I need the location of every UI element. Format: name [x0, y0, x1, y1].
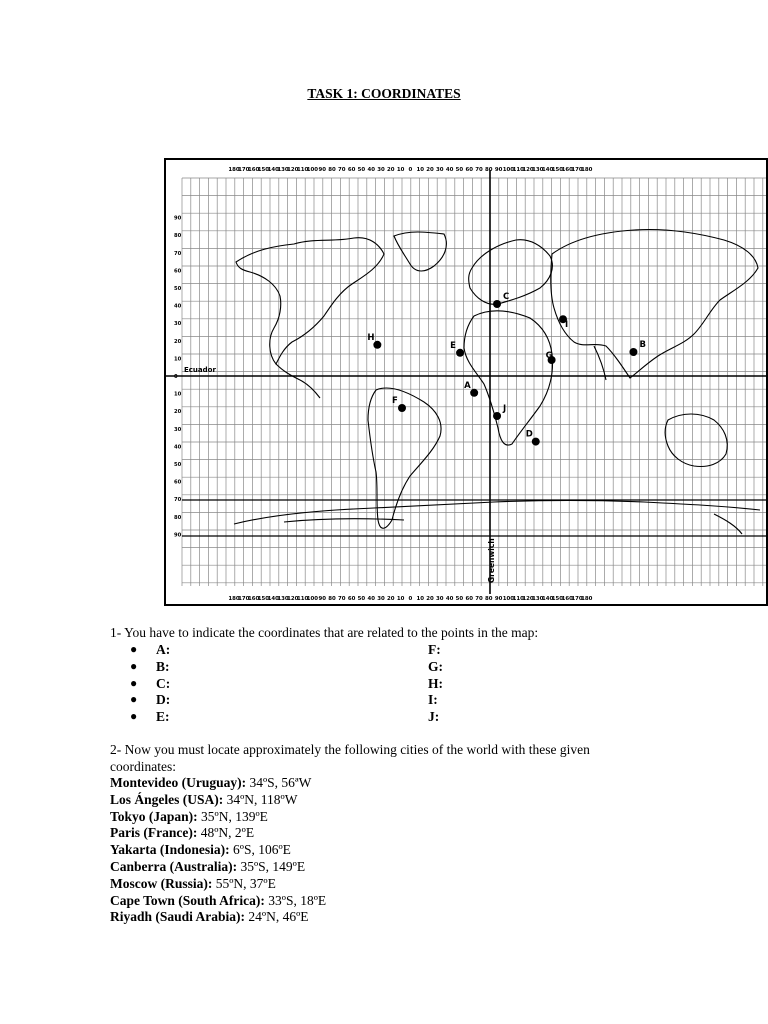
longitude-label: 10 [396, 596, 405, 602]
world-map [164, 158, 768, 606]
longitude-label: 30 [377, 167, 385, 173]
longitude-label: 170 [238, 596, 250, 602]
answer-row [130, 642, 530, 659]
longitude-label: 120 [287, 596, 299, 602]
question-1: 1- You have to indicate the coordinates that are related to the points in the map: [110, 625, 539, 640]
city-item [110, 893, 326, 910]
longitude-label: 90 [494, 596, 503, 602]
map-point-label: B [639, 340, 646, 350]
longitude-label: 110 [296, 167, 309, 173]
longitude-label: 40 [445, 167, 454, 173]
city-coords: 6ºS, 106ºE [229, 842, 291, 858]
latitude-label: 10 [174, 391, 182, 398]
answer-row [130, 709, 530, 726]
longitude-label: 60 [465, 167, 473, 173]
longitude-label: 50 [357, 596, 366, 602]
latitude-label: 0 [174, 374, 178, 380]
longitude-label: 30 [436, 167, 444, 173]
bullet-icon: ● [130, 709, 138, 724]
latitude-label: 30 [174, 426, 182, 433]
city-name: Riyadh (Saudi Arabia): [110, 909, 246, 925]
city-name: Tokyo (Japan): [110, 808, 198, 824]
longitude-label: 70 [475, 596, 483, 602]
latitude-label: 40 [174, 303, 182, 310]
equator-label: Ecuador [184, 366, 216, 374]
latitude-label: 60 [174, 268, 182, 275]
answer-label: D: [156, 692, 171, 708]
question-2: 2- Now you must locate approximately the following cities of the world with these given coordinates: [110, 742, 590, 774]
greenwich-label: Greenwich [487, 538, 496, 583]
longitude-label: 20 [426, 596, 434, 602]
longitude-label: 40 [445, 596, 454, 602]
latitude-label: 50 [174, 286, 182, 292]
longitude-label: 80 [485, 167, 493, 173]
latitude-label: 20 [174, 409, 182, 416]
answer-label: A: [156, 642, 171, 657]
longitude-label: 10 [416, 596, 424, 602]
city-item [110, 909, 326, 926]
map-point-e [456, 349, 464, 357]
map-point-f [398, 404, 406, 412]
longitude-label: 150 [551, 167, 564, 173]
map-point-label: C [503, 292, 510, 302]
longitude-label: 120 [287, 167, 299, 173]
city-name: Moscow (Russia): [110, 875, 213, 891]
latitude-label: 80 [174, 514, 182, 521]
page-title: TASK 1: COORDINATES [307, 86, 461, 101]
longitude-label: 180 [228, 167, 240, 173]
longitude-label: 110 [512, 167, 524, 173]
longitude-label: 120 [522, 167, 534, 173]
longitude-label: 70 [475, 167, 483, 173]
city-name: Paris (France): [110, 825, 198, 841]
longitude-label: 110 [296, 596, 309, 602]
map-point-label: I [565, 320, 569, 331]
map-point-j [493, 412, 501, 420]
bullet-icon: ● [130, 658, 138, 673]
city-coords: 24ºN, 46ºE [245, 909, 309, 925]
longitude-label: 0 [408, 596, 413, 602]
city-item [110, 876, 326, 893]
city-item [110, 809, 326, 826]
world-map-svg [164, 158, 768, 606]
city-item [110, 775, 326, 792]
longitude-label: 50 [357, 167, 366, 173]
latitude-label: 10 [174, 356, 182, 363]
longitude-label: 80 [328, 596, 336, 602]
longitude-label: 160 [561, 167, 573, 173]
longitude-label: 130 [532, 596, 544, 602]
latitude-label: 70 [174, 497, 182, 504]
answer-label: C: [156, 675, 171, 691]
longitude-label: 120 [522, 596, 534, 602]
city-coords: 34ºN, 118ºW [223, 791, 298, 807]
latitude-label: 90 [174, 532, 182, 539]
city-item [110, 792, 326, 809]
city-item [110, 842, 326, 859]
longitude-label: 20 [387, 596, 395, 602]
city-coords: 33ºS, 18ºE [264, 892, 327, 908]
city-coords: 48ºN, 2ºE [197, 825, 255, 841]
longitude-label: 100 [502, 167, 515, 173]
city-coords: 55ºN, 37ºE [212, 875, 276, 891]
latitude-label: 30 [174, 321, 182, 328]
answer-list [130, 642, 530, 726]
map-point-label: F [392, 396, 398, 406]
longitude-label: 90 [318, 596, 326, 602]
longitude-label: 10 [416, 167, 424, 173]
city-name: Yakarta (Indonesia): [110, 842, 230, 858]
latitude-label: 90 [174, 215, 182, 222]
answer-label: E: [156, 709, 170, 725]
longitude-label: 130 [277, 596, 289, 602]
longitude-label: 140 [541, 167, 554, 173]
map-point-label: J [503, 404, 507, 414]
answer-label: G: [428, 658, 443, 674]
longitude-label: 180 [581, 167, 593, 173]
longitude-label: 140 [267, 167, 279, 173]
latitude-label: 60 [174, 479, 182, 486]
longitude-label: 170 [571, 596, 583, 602]
longitude-label: 70 [338, 596, 346, 602]
answer-label: I: [428, 692, 438, 708]
map-point-c [493, 300, 501, 308]
latitude-label: 80 [174, 233, 182, 240]
latitude-label: 40 [174, 444, 182, 451]
longitude-label: 180 [581, 596, 593, 602]
answer-row [130, 659, 530, 676]
longitude-label: 50 [455, 167, 464, 173]
longitude-label: 80 [485, 596, 493, 602]
map-point-label: E [450, 340, 456, 351]
longitude-label: 130 [532, 167, 544, 173]
longitude-label: 140 [541, 596, 554, 602]
map-point-label: H [367, 332, 375, 343]
longitude-label: 150 [257, 167, 270, 173]
longitude-label: 160 [247, 167, 260, 173]
longitude-label: 90 [494, 167, 503, 173]
longitude-label: 180 [228, 596, 240, 602]
longitude-label: 130 [277, 167, 289, 173]
answer-label: B: [156, 658, 170, 674]
longitude-label: 70 [338, 167, 346, 173]
city-coords: 34ºS, 56ªW [246, 775, 312, 790]
city-name: Los Ángeles (USA): [110, 791, 224, 807]
city-item [110, 825, 326, 842]
answer-label: F: [428, 642, 441, 657]
longitude-label: 150 [551, 596, 564, 602]
answer-label: H: [428, 675, 443, 691]
map-point-d [532, 438, 540, 446]
longitude-label: 40 [367, 596, 375, 602]
longitude-label: 0 [408, 167, 413, 173]
city-item [110, 859, 326, 876]
answer-row [130, 692, 530, 709]
bullet-icon: ● [130, 642, 138, 656]
longitude-label: 60 [465, 596, 473, 602]
answer-label: J: [428, 709, 440, 725]
latitude-label: 50 [174, 462, 182, 468]
latitude-label: 70 [174, 250, 182, 257]
city-name: Canberra (Australia): [110, 858, 238, 874]
longitude-label: 20 [426, 167, 434, 173]
city-name: Cape Town (South Africa): [110, 892, 265, 908]
map-point-h [373, 341, 381, 349]
bullet-icon: ● [130, 692, 138, 707]
longitude-label: 20 [387, 167, 395, 173]
bullet-icon: ● [130, 675, 138, 690]
longitude-label: 170 [238, 167, 250, 173]
longitude-label: 40 [367, 167, 375, 173]
longitude-label: 90 [318, 167, 326, 173]
longitude-label: 100 [502, 596, 515, 602]
longitude-label: 140 [267, 596, 279, 602]
city-coords: 35ºN, 139ºE [197, 808, 268, 824]
longitude-label: 60 [347, 596, 356, 602]
answer-row [130, 676, 530, 693]
longitude-label: 150 [257, 596, 270, 602]
longitude-label: 10 [396, 167, 405, 173]
map-point-label: A [464, 380, 471, 391]
longitude-label: 30 [436, 596, 444, 602]
map-point-label: G [545, 351, 553, 361]
longitude-label: 50 [455, 596, 464, 602]
city-name: Montevideo (Uruguay): [110, 775, 247, 790]
map-point-a [470, 389, 478, 397]
longitude-label: 80 [328, 167, 336, 173]
latitude-label: 20 [174, 338, 182, 345]
map-point-label: D [525, 429, 533, 440]
longitude-label: 30 [377, 596, 385, 602]
city-list [110, 775, 326, 926]
longitude-label: 100 [306, 167, 319, 173]
longitude-label: 110 [512, 596, 524, 602]
city-coords: 35ºS, 149ºE [237, 858, 306, 874]
longitude-label: 170 [571, 167, 583, 173]
map-point-b [629, 348, 637, 356]
longitude-label: 160 [561, 596, 573, 602]
longitude-label: 160 [247, 596, 260, 602]
longitude-label: 100 [306, 596, 319, 602]
longitude-label: 60 [347, 167, 356, 173]
